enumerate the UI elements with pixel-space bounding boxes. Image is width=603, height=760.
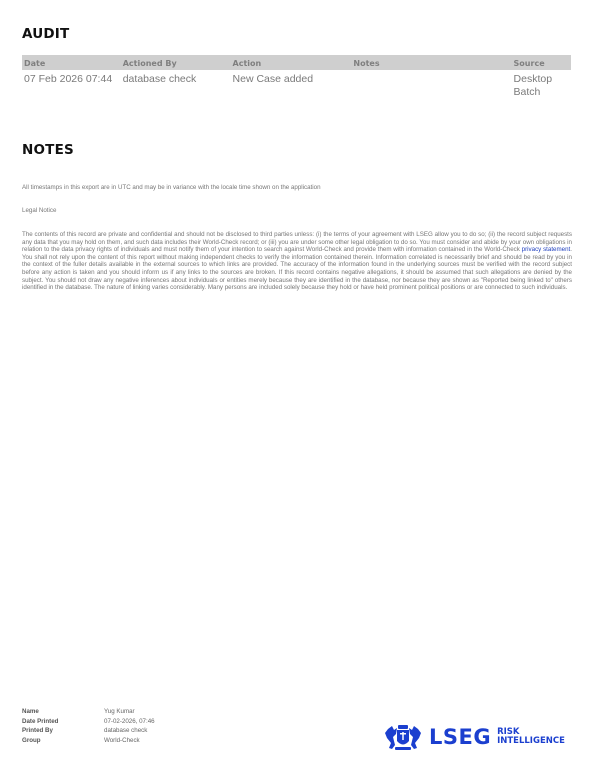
audit-table [22, 55, 571, 102]
name-label: Name [22, 708, 39, 715]
footer-date-row [22, 717, 155, 727]
legal-text-part1: The contents of this record are private and confidential and should not be disclosed to third parties unless: (i) the terms of your agreement with LSEG allow you to do so; (ii) the record subject requests any data that you may hold on them, and such data includes their World-Check record; or (iii) you are under some other legal obligation to do so. You must consider and abide by your own obligations in relation to the data privacy rights of individuals and must notify them of your intention to search against World-Check and provide them with information contained in the World-Check [22, 231, 572, 254]
footer-name-row [22, 707, 155, 717]
legal-notice-title: Legal Notice [22, 207, 57, 214]
logo-subtitle-line2: INTELLIGENCE [497, 736, 565, 746]
cell-action: New Case added [232, 73, 314, 85]
cell-notes [351, 70, 511, 102]
printed-by-value: database check [104, 727, 148, 734]
column-header-actioned-by: Actioned By [121, 55, 231, 70]
table-row [22, 70, 571, 102]
cell-source-line2: Batch [513, 86, 541, 98]
cell-actioned-by: database check [122, 73, 197, 85]
column-header-date: Date [22, 55, 121, 70]
group-label: Group [22, 736, 41, 744]
print-details [22, 707, 155, 745]
date-printed-value: 07-02-2026, 07:46 [104, 717, 155, 725]
timestamp-note: All timestamps in this export are in UTC and may be in variance with the locale time shown on the application [22, 184, 321, 191]
lseg-wordmark: LSEG [429, 725, 492, 749]
cell-source-line1: Desktop [513, 73, 553, 85]
cell-date: 07 Feb 2026 07:44 [24, 73, 113, 85]
audit-heading: AUDIT [22, 26, 70, 42]
logo-subtitle-line1: RISK [497, 727, 520, 737]
column-header-notes: Notes [351, 55, 511, 70]
privacy-statement-link[interactable]: privacy statement [521, 246, 571, 254]
column-header-action: Action [231, 55, 352, 70]
column-header-source: Source [512, 55, 571, 70]
date-printed-label: Date Printed [22, 717, 59, 725]
logo-subtitle [497, 728, 565, 746]
notes-heading: NOTES [22, 142, 74, 158]
legal-text-part2: . You shall not rely upon the content of this report without making independent checks to verify the information contained therein. Information correlated is necessarily brief and should be read by you in the context of the fuller details available in the external sources to which links are provided. The accuracy of the information found in the underlying sources must be verified with the record subject before any action is taken and you should inform us if any links to the sources are broken. If this record contains negative allegations, it should be assumed that such allegations are denied by the subject. You should not draw any negative inferences about individuals or entities merely because they are identified in the database, nor because they are shown as "Reported being linked to" others identified in the database. The nature of linking varies considerably. Many persons are included solely because they hold or have held prominent political positions or are connected to such individuals. [22, 246, 572, 292]
printed-by-label: Printed By [22, 727, 53, 734]
name-value: Yug Kumar [104, 708, 135, 715]
lseg-crest-icon [383, 723, 423, 751]
footer-group-row [22, 736, 155, 746]
cell-source [512, 70, 571, 102]
lseg-logo [383, 723, 565, 751]
legal-notice-body [22, 231, 572, 292]
audit-header-row [22, 55, 571, 70]
group-value: World-Check [104, 736, 140, 744]
footer-printed-by-row [22, 726, 155, 736]
